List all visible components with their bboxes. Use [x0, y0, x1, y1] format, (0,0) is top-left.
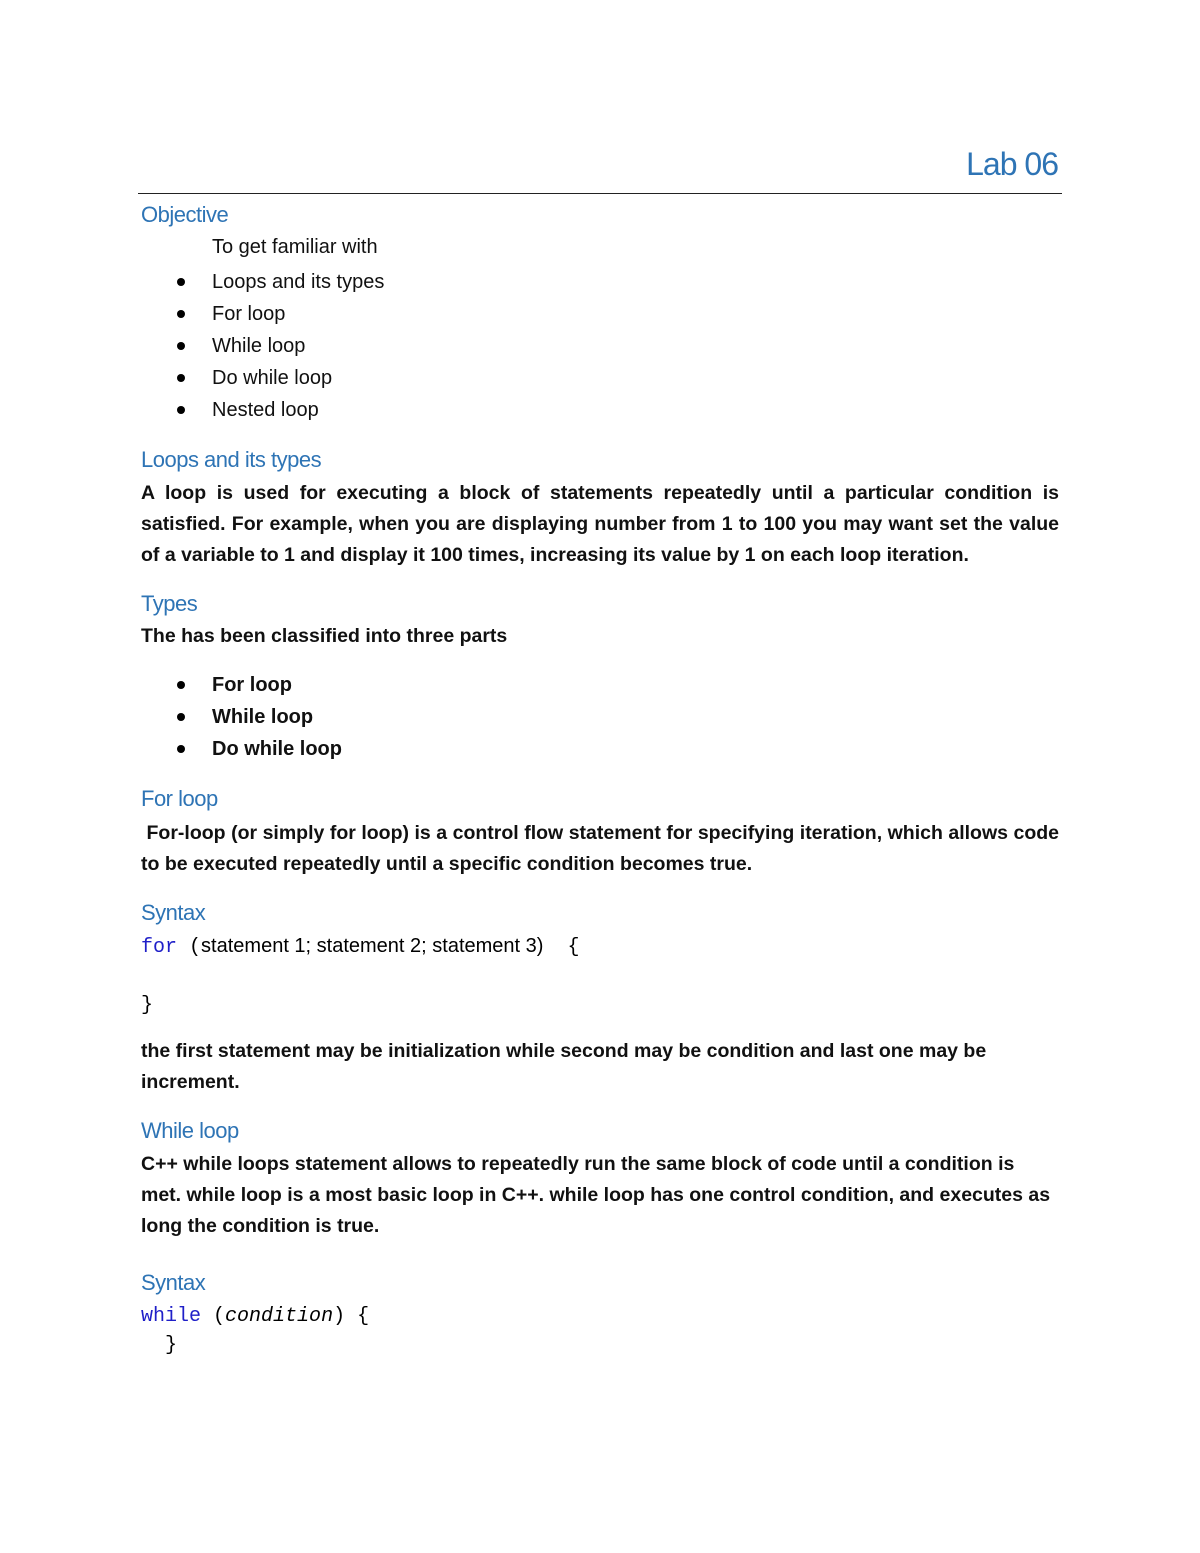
objective-heading: Objective — [141, 202, 229, 227]
list-item: For loop — [141, 298, 384, 330]
code-keyword: for — [141, 936, 178, 959]
list-item: While loop — [141, 330, 384, 362]
while-syntax-close-brace: } — [165, 1334, 178, 1357]
while-syntax-code-line — [141, 1305, 369, 1328]
bullet-icon — [177, 713, 185, 721]
list-item: Loops and its types — [141, 266, 384, 298]
types-list — [141, 669, 342, 765]
for-syntax-code-line — [141, 935, 579, 959]
bullet-icon — [177, 342, 185, 350]
types-paragraph: The has been classified into three parts — [141, 625, 508, 647]
objective-list — [141, 266, 384, 426]
code-keyword: while — [141, 1305, 202, 1328]
bullet-icon — [177, 374, 185, 382]
bullet-icon — [177, 278, 185, 286]
bullet-icon — [177, 406, 185, 414]
while-syntax-heading: Syntax — [141, 1270, 206, 1295]
objective-intro: To get familiar with — [212, 236, 378, 258]
loops-types-paragraph: A loop is used for executing a block of statements repeatedly until a particular condition is satisfied. For example, when you are displaying number from 1 to 100 you may want set the value of a variable to 1 and display it 100 times, increasing its value by 1 on each loop iteration. — [141, 482, 1059, 566]
list-item: While loop — [141, 701, 342, 733]
list-item: For loop — [141, 669, 342, 701]
for-syntax-heading: Syntax — [141, 900, 206, 925]
bullet-icon — [177, 310, 185, 318]
header-divider — [138, 193, 1062, 194]
code-open-brace: { — [567, 936, 580, 959]
list-item: Nested loop — [141, 394, 384, 426]
types-heading: Types — [141, 591, 198, 616]
list-item: Do while loop — [141, 362, 384, 394]
code-close-paren-brace: ) { — [333, 1305, 370, 1328]
for-loop-heading: For loop — [141, 786, 218, 811]
list-item: Do while loop — [141, 733, 342, 765]
code-open-paren: ( — [189, 936, 202, 959]
loops-types-heading: Loops and its types — [141, 447, 322, 472]
bullet-icon — [177, 681, 185, 689]
for-syntax-close-brace: } — [141, 994, 154, 1017]
while-loop-paragraph: C++ while loops statement allows to repeatedly run the same block of code until a condition is met. while loop is a most basic loop in C++. while loop has one control condition, and executes as long the condition is true. — [141, 1153, 1051, 1237]
bullet-icon — [177, 745, 185, 753]
page-header-title: Lab 06 — [966, 146, 1058, 182]
while-loop-heading: While loop — [141, 1118, 239, 1143]
for-syntax-note: the first statement may be initialization while second may be condition and last one may be increment. — [141, 1040, 987, 1093]
code-arguments: statement 1; statement 2; statement 3) — [201, 935, 544, 957]
code-open-paren: ( — [213, 1305, 226, 1328]
code-condition: condition — [225, 1305, 334, 1328]
document-page — [141, 0, 1065, 1553]
for-loop-paragraph: For-loop (or simply for loop) is a control flow statement for specifying iteration, which allows code to be executed repeatedly until a specific condition becomes true. — [141, 822, 1065, 875]
